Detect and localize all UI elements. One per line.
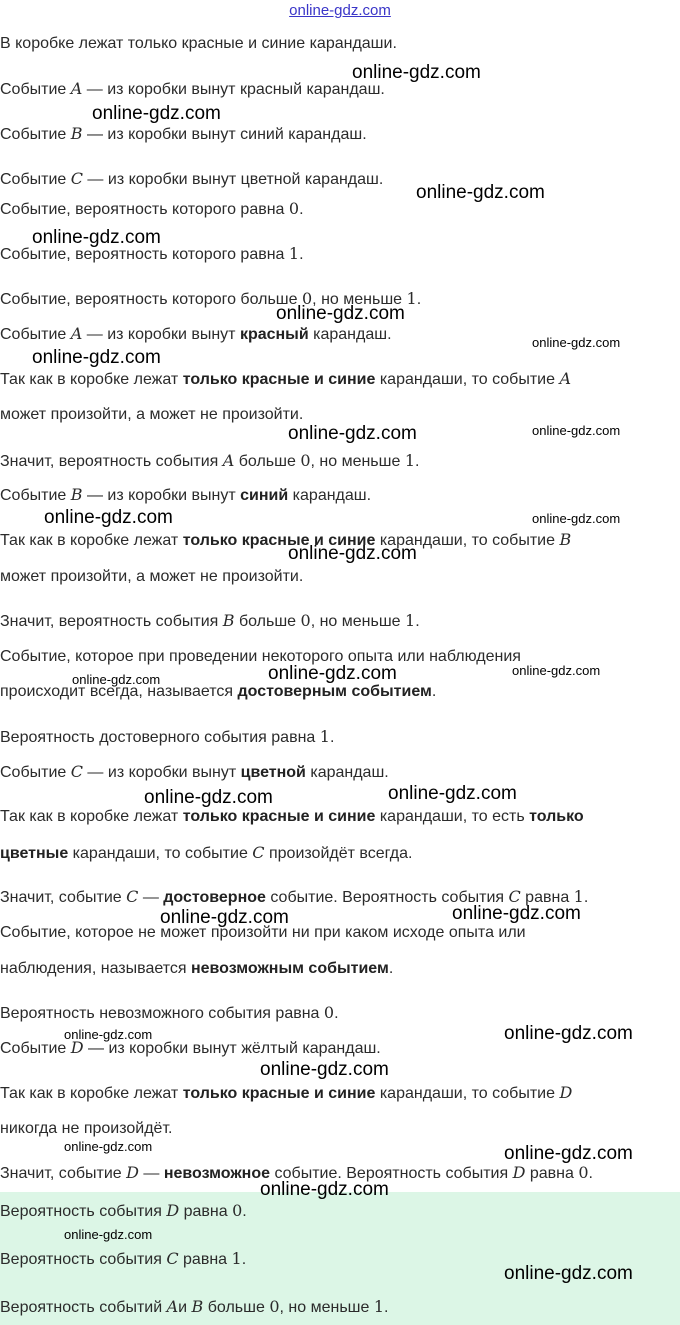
text-line: Вероятность достоверного события равна 1. [0,727,335,746]
text-line: Событие, которое при проведении некоторого опыта или наблюдения [0,648,521,665]
watermark: online-gdz.com [532,423,621,438]
text-line: Событие A — из коробки вынут красный карандаш. [0,79,385,98]
watermark: online-gdz.com [64,1227,153,1242]
text-line: Значит, вероятность события B больше 0, но меньше 1. [0,611,420,630]
text-line: Значит, событие D — невозможное событие. Вероятность события D равна 0. [0,1163,593,1182]
watermark: online-gdz.com [416,182,545,203]
watermark: online-gdz.com [532,335,621,350]
watermark: online-gdz.com [160,907,289,928]
watermark: online-gdz.com [504,1023,633,1044]
watermark: online-gdz.com [268,663,397,684]
watermark: online-gdz.com [452,903,581,924]
text-line: цветные карандаши, то событие C произойдёт всегда. [0,843,413,862]
text-line: наблюдения, называется невозможным событием. [0,960,394,977]
text-line: Событие C — из коробки вынут цветной карандаш. [0,169,384,188]
text-line: Событие, которое не может произойти ни при каком исходе опыта или [0,924,526,941]
watermark: online-gdz.com [44,507,173,528]
watermark: online-gdz.com [388,783,517,804]
watermark: online-gdz.com [260,1179,389,1200]
text-line: Событие D — из коробки вынут жёлтый карандаш. [0,1038,381,1057]
watermark: online-gdz.com [144,787,273,808]
text-line: Событие C — из коробки вынут цветной карандаш. [0,762,389,781]
text-line: Так как в коробке лежат только красные и синие карандаши, то событие B [0,530,572,549]
text-line: Событие A — из коробки вынут красный карандаш. [0,324,392,343]
text-line: Событие B — из коробки вынут синий карандаш. [0,124,367,143]
text-line: происходит всегда, называется достоверным событием. [0,683,437,700]
watermark: online-gdz.com [260,1059,389,1080]
watermark: online-gdz.com [352,62,481,83]
text-line: Так как в коробке лежат только красные и синие карандаши, то событие D [0,1083,573,1102]
answer-line: Вероятность события C равна 1. [0,1249,247,1268]
answer-line: Вероятность события D равна 0. [0,1201,247,1220]
watermark: online-gdz.com [288,423,417,444]
text-line: Значит, событие C — достоверное событие. Вероятность события C равна 1. [0,887,589,906]
text-line: может произойти, а может не произойти. [0,406,304,423]
watermark: online-gdz.com [504,1263,633,1284]
text-line: никогда не произойдёт. [0,1120,173,1137]
top-watermark-link[interactable]: online-gdz.com [289,2,391,19]
text-line: В коробке лежат только красные и синие карандаши. [0,35,397,52]
text-line: Значит, вероятность события A больше 0, но меньше 1. [0,451,420,470]
watermark: online-gdz.com [288,543,417,564]
text-line: может произойти, а может не произойти. [0,568,304,585]
watermark: online-gdz.com [512,663,601,678]
watermark: online-gdz.com [72,672,161,687]
watermark: online-gdz.com [504,1143,633,1164]
watermark: online-gdz.com [32,227,161,248]
watermark: online-gdz.com [32,347,161,368]
text-line: Событие, вероятность которого больше 0, но меньше 1. [0,289,422,308]
text-line: Событие B — из коробки вынут синий карандаш. [0,485,372,504]
watermark: online-gdz.com [276,303,405,324]
watermark: online-gdz.com [532,511,621,526]
watermark: online-gdz.com [64,1027,153,1042]
watermark: online-gdz.com [92,103,221,124]
text-line: Так как в коробке лежат только красные и синие карандаши, то событие A [0,369,572,388]
text-line: Событие, вероятность которого равна 1. [0,244,304,263]
watermark: online-gdz.com [64,1139,153,1154]
text-line: Так как в коробке лежат только красные и синие карандаши, то есть только [0,808,584,825]
answer-line: Вероятность событий Aи B больше 0, но меньше 1. [0,1297,389,1316]
text-line: Вероятность невозможного события равна 0. [0,1003,339,1022]
text-line: Событие, вероятность которого равна 0. [0,199,304,218]
